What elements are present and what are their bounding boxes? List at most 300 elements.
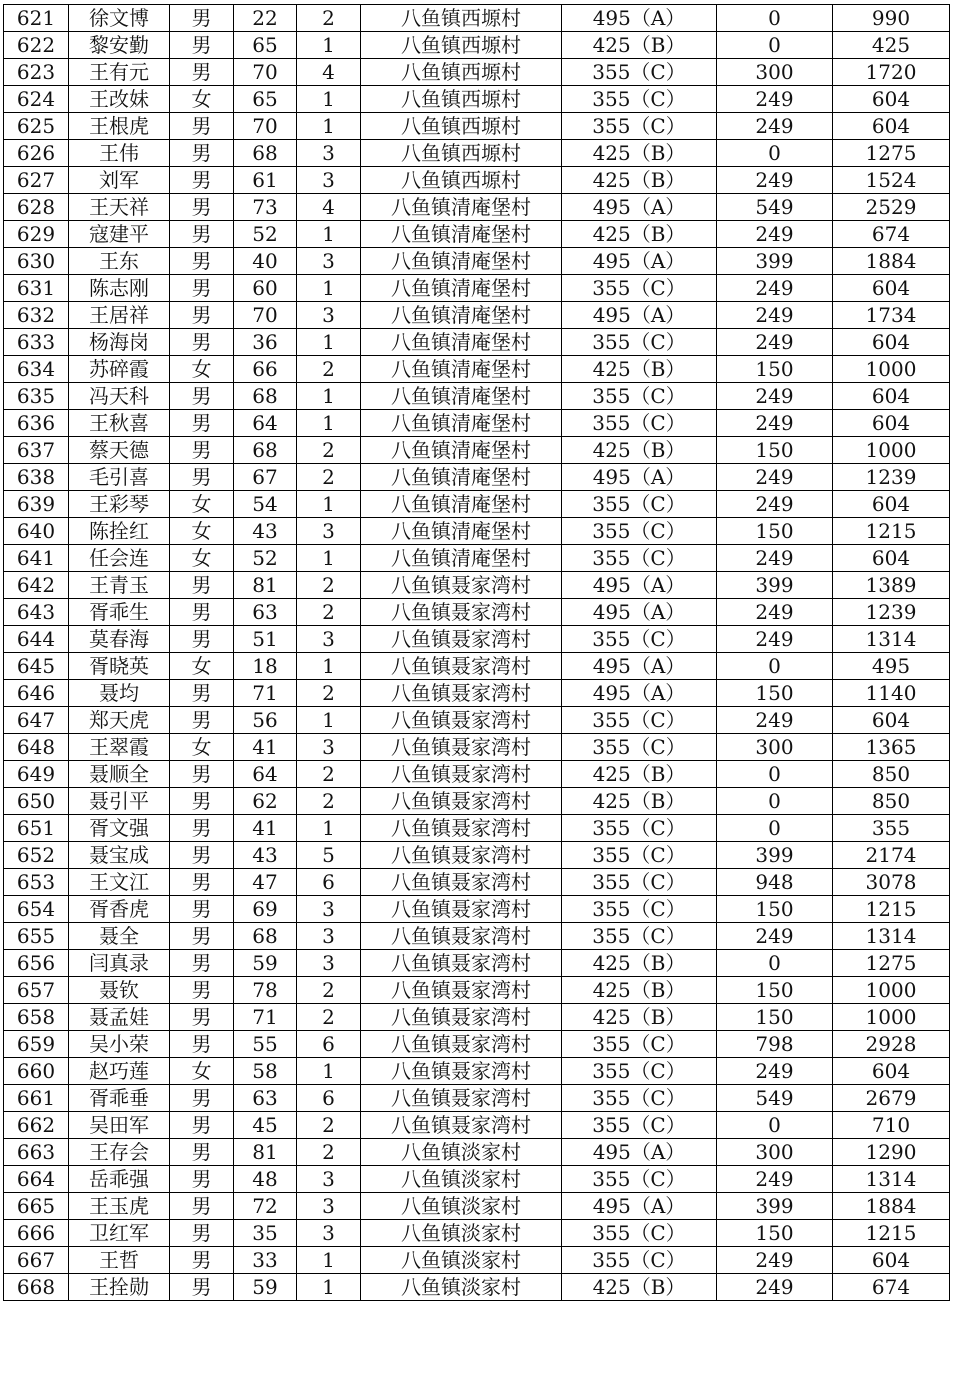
cell-age: 48 <box>234 1166 297 1193</box>
cell-index: 637 <box>4 437 69 464</box>
cell-count: 6 <box>297 869 361 896</box>
cell-age: 73 <box>234 194 297 221</box>
cell-village: 八鱼镇清庵堡村 <box>361 329 562 356</box>
table-row <box>4 140 950 167</box>
cell-gender: 女 <box>170 734 234 761</box>
cell-count: 2 <box>297 437 361 464</box>
cell-gender: 男 <box>170 896 234 923</box>
cell-count: 6 <box>297 1031 361 1058</box>
table-row <box>4 383 950 410</box>
cell-village: 八鱼镇清庵堡村 <box>361 275 562 302</box>
cell-village: 八鱼镇西塬村 <box>361 59 562 86</box>
cell-gender: 男 <box>170 599 234 626</box>
cell-subsidy: 249 <box>717 275 833 302</box>
cell-subsidy: 249 <box>717 707 833 734</box>
cell-subsidy: 549 <box>717 1085 833 1112</box>
cell-grade: 355（C） <box>562 1247 717 1274</box>
cell-age: 43 <box>234 842 297 869</box>
cell-village: 八鱼镇淡家村 <box>361 1166 562 1193</box>
table-row <box>4 842 950 869</box>
cell-grade: 425（B） <box>562 1274 717 1301</box>
cell-gender: 男 <box>170 5 234 32</box>
cell-name: 聂顺全 <box>69 761 170 788</box>
cell-index: 658 <box>4 1004 69 1031</box>
cell-total: 604 <box>833 86 950 113</box>
table-row <box>4 815 950 842</box>
cell-grade: 355（C） <box>562 842 717 869</box>
cell-count: 1 <box>297 86 361 113</box>
cell-village: 八鱼镇清庵堡村 <box>361 302 562 329</box>
table-row <box>4 464 950 491</box>
cell-grade: 495（A） <box>562 302 717 329</box>
cell-count: 2 <box>297 1139 361 1166</box>
cell-village: 八鱼镇淡家村 <box>361 1139 562 1166</box>
cell-name: 寇建平 <box>69 221 170 248</box>
cell-subsidy: 399 <box>717 842 833 869</box>
cell-age: 62 <box>234 788 297 815</box>
cell-age: 70 <box>234 113 297 140</box>
cell-grade: 495（A） <box>562 248 717 275</box>
cell-name: 吴小荣 <box>69 1031 170 1058</box>
cell-name: 聂宝成 <box>69 842 170 869</box>
cell-gender: 男 <box>170 302 234 329</box>
cell-name: 郑天虎 <box>69 707 170 734</box>
cell-total: 604 <box>833 329 950 356</box>
cell-gender: 男 <box>170 842 234 869</box>
cell-subsidy: 249 <box>717 923 833 950</box>
cell-total: 2529 <box>833 194 950 221</box>
table-row <box>4 761 950 788</box>
cell-village: 八鱼镇聂家湾村 <box>361 950 562 977</box>
cell-subsidy: 300 <box>717 734 833 761</box>
cell-index: 648 <box>4 734 69 761</box>
table-row <box>4 518 950 545</box>
cell-name: 吴田军 <box>69 1112 170 1139</box>
cell-village: 八鱼镇聂家湾村 <box>361 869 562 896</box>
cell-total: 710 <box>833 1112 950 1139</box>
cell-gender: 男 <box>170 572 234 599</box>
cell-village: 八鱼镇聂家湾村 <box>361 734 562 761</box>
cell-village: 八鱼镇淡家村 <box>361 1247 562 1274</box>
cell-index: 622 <box>4 32 69 59</box>
cell-age: 59 <box>234 950 297 977</box>
cell-grade: 495（A） <box>562 572 717 599</box>
cell-count: 1 <box>297 329 361 356</box>
cell-age: 43 <box>234 518 297 545</box>
cell-village: 八鱼镇清庵堡村 <box>361 491 562 518</box>
cell-name: 聂全 <box>69 923 170 950</box>
cell-name: 王玉虎 <box>69 1193 170 1220</box>
cell-name: 王青玉 <box>69 572 170 599</box>
cell-index: 641 <box>4 545 69 572</box>
cell-count: 3 <box>297 167 361 194</box>
cell-total: 604 <box>833 1058 950 1085</box>
cell-grade: 425（B） <box>562 977 717 1004</box>
cell-count: 2 <box>297 680 361 707</box>
cell-name: 胥乖生 <box>69 599 170 626</box>
cell-index: 644 <box>4 626 69 653</box>
cell-gender: 男 <box>170 950 234 977</box>
cell-total: 674 <box>833 221 950 248</box>
cell-total: 850 <box>833 761 950 788</box>
cell-gender: 男 <box>170 869 234 896</box>
cell-total: 1000 <box>833 437 950 464</box>
cell-gender: 女 <box>170 518 234 545</box>
cell-index: 630 <box>4 248 69 275</box>
cell-name: 胥香虎 <box>69 896 170 923</box>
table-row <box>4 923 950 950</box>
cell-count: 1 <box>297 1274 361 1301</box>
cell-age: 69 <box>234 896 297 923</box>
table-row <box>4 599 950 626</box>
cell-name: 刘军 <box>69 167 170 194</box>
cell-age: 41 <box>234 734 297 761</box>
table-row <box>4 1058 950 1085</box>
cell-count: 1 <box>297 545 361 572</box>
cell-village: 八鱼镇聂家湾村 <box>361 1058 562 1085</box>
cell-index: 642 <box>4 572 69 599</box>
table-row <box>4 167 950 194</box>
table-row <box>4 1166 950 1193</box>
table-row <box>4 113 950 140</box>
cell-village: 八鱼镇聂家湾村 <box>361 1004 562 1031</box>
cell-gender: 男 <box>170 707 234 734</box>
table-row <box>4 680 950 707</box>
cell-count: 1 <box>297 815 361 842</box>
cell-index: 657 <box>4 977 69 1004</box>
cell-index: 635 <box>4 383 69 410</box>
cell-index: 646 <box>4 680 69 707</box>
cell-village: 八鱼镇清庵堡村 <box>361 464 562 491</box>
cell-index: 664 <box>4 1166 69 1193</box>
cell-count: 2 <box>297 572 361 599</box>
cell-grade: 355（C） <box>562 869 717 896</box>
cell-total: 1734 <box>833 302 950 329</box>
cell-village: 八鱼镇清庵堡村 <box>361 410 562 437</box>
table-row <box>4 1085 950 1112</box>
cell-gender: 男 <box>170 194 234 221</box>
cell-count: 1 <box>297 383 361 410</box>
cell-age: 71 <box>234 1004 297 1031</box>
cell-village: 八鱼镇西塬村 <box>361 32 562 59</box>
cell-age: 68 <box>234 923 297 950</box>
cell-count: 1 <box>297 221 361 248</box>
cell-count: 3 <box>297 896 361 923</box>
cell-gender: 女 <box>170 545 234 572</box>
cell-gender: 男 <box>170 1166 234 1193</box>
cell-village: 八鱼镇聂家湾村 <box>361 788 562 815</box>
cell-name: 赵巧莲 <box>69 1058 170 1085</box>
cell-grade: 355（C） <box>562 626 717 653</box>
cell-index: 653 <box>4 869 69 896</box>
cell-count: 1 <box>297 275 361 302</box>
cell-count: 3 <box>297 140 361 167</box>
cell-grade: 355（C） <box>562 923 717 950</box>
cell-index: 631 <box>4 275 69 302</box>
table-row <box>4 356 950 383</box>
cell-grade: 425（B） <box>562 950 717 977</box>
cell-age: 67 <box>234 464 297 491</box>
cell-index: 655 <box>4 923 69 950</box>
cell-index: 656 <box>4 950 69 977</box>
cell-index: 624 <box>4 86 69 113</box>
cell-name: 蔡天德 <box>69 437 170 464</box>
cell-name: 王翠霞 <box>69 734 170 761</box>
cell-grade: 355（C） <box>562 113 717 140</box>
cell-age: 70 <box>234 59 297 86</box>
table-row <box>4 32 950 59</box>
table-row <box>4 1004 950 1031</box>
table-row <box>4 1220 950 1247</box>
cell-total: 3078 <box>833 869 950 896</box>
cell-index: 650 <box>4 788 69 815</box>
cell-village: 八鱼镇西塬村 <box>361 5 562 32</box>
cell-gender: 男 <box>170 1193 234 1220</box>
cell-name: 王哲 <box>69 1247 170 1274</box>
cell-grade: 355（C） <box>562 1112 717 1139</box>
cell-age: 65 <box>234 32 297 59</box>
cell-village: 八鱼镇淡家村 <box>361 1274 562 1301</box>
cell-village: 八鱼镇聂家湾村 <box>361 842 562 869</box>
cell-total: 850 <box>833 788 950 815</box>
cell-index: 654 <box>4 896 69 923</box>
cell-count: 3 <box>297 1166 361 1193</box>
cell-count: 1 <box>297 32 361 59</box>
cell-subsidy: 249 <box>717 1166 833 1193</box>
cell-gender: 男 <box>170 464 234 491</box>
cell-total: 990 <box>833 5 950 32</box>
cell-subsidy: 0 <box>717 32 833 59</box>
cell-subsidy: 249 <box>717 221 833 248</box>
cell-total: 1140 <box>833 680 950 707</box>
cell-village: 八鱼镇西塬村 <box>361 140 562 167</box>
table-row <box>4 653 950 680</box>
cell-age: 60 <box>234 275 297 302</box>
cell-grade: 425（B） <box>562 1004 717 1031</box>
cell-count: 2 <box>297 356 361 383</box>
cell-age: 58 <box>234 1058 297 1085</box>
data-table <box>3 4 950 1301</box>
cell-subsidy: 399 <box>717 572 833 599</box>
cell-age: 81 <box>234 1139 297 1166</box>
cell-total: 1884 <box>833 1193 950 1220</box>
cell-total: 1215 <box>833 1220 950 1247</box>
cell-name: 杨海岗 <box>69 329 170 356</box>
cell-index: 623 <box>4 59 69 86</box>
cell-index: 662 <box>4 1112 69 1139</box>
cell-gender: 男 <box>170 113 234 140</box>
cell-count: 1 <box>297 1247 361 1274</box>
table-row <box>4 5 950 32</box>
cell-grade: 495（A） <box>562 5 717 32</box>
cell-subsidy: 249 <box>717 383 833 410</box>
cell-index: 652 <box>4 842 69 869</box>
cell-gender: 男 <box>170 680 234 707</box>
cell-gender: 男 <box>170 1085 234 1112</box>
cell-village: 八鱼镇清庵堡村 <box>361 221 562 248</box>
cell-total: 355 <box>833 815 950 842</box>
table-row <box>4 626 950 653</box>
cell-age: 61 <box>234 167 297 194</box>
cell-subsidy: 300 <box>717 59 833 86</box>
cell-gender: 男 <box>170 626 234 653</box>
cell-grade: 355（C） <box>562 86 717 113</box>
cell-name: 王拴勋 <box>69 1274 170 1301</box>
table-row <box>4 545 950 572</box>
cell-name: 胥晓英 <box>69 653 170 680</box>
cell-name: 苏碎霞 <box>69 356 170 383</box>
cell-count: 2 <box>297 977 361 1004</box>
cell-count: 2 <box>297 464 361 491</box>
cell-subsidy: 150 <box>717 1004 833 1031</box>
cell-total: 1524 <box>833 167 950 194</box>
table-row <box>4 1031 950 1058</box>
cell-count: 3 <box>297 950 361 977</box>
cell-total: 1215 <box>833 518 950 545</box>
cell-age: 71 <box>234 680 297 707</box>
cell-grade: 355（C） <box>562 329 717 356</box>
cell-grade: 355（C） <box>562 1085 717 1112</box>
cell-name: 聂均 <box>69 680 170 707</box>
cell-gender: 女 <box>170 86 234 113</box>
cell-total: 1884 <box>833 248 950 275</box>
table-row <box>4 1139 950 1166</box>
cell-subsidy: 798 <box>717 1031 833 1058</box>
cell-index: 621 <box>4 5 69 32</box>
table-row <box>4 59 950 86</box>
table-row <box>4 221 950 248</box>
cell-name: 黎安勤 <box>69 32 170 59</box>
cell-index: 651 <box>4 815 69 842</box>
cell-grade: 355（C） <box>562 59 717 86</box>
cell-village: 八鱼镇西塬村 <box>361 113 562 140</box>
cell-gender: 男 <box>170 329 234 356</box>
table-row <box>4 86 950 113</box>
cell-village: 八鱼镇聂家湾村 <box>361 572 562 599</box>
cell-subsidy: 399 <box>717 1193 833 1220</box>
cell-subsidy: 150 <box>717 437 833 464</box>
cell-grade: 425（B） <box>562 167 717 194</box>
cell-index: 632 <box>4 302 69 329</box>
cell-gender: 男 <box>170 1274 234 1301</box>
cell-total: 604 <box>833 491 950 518</box>
cell-age: 68 <box>234 437 297 464</box>
cell-gender: 男 <box>170 383 234 410</box>
cell-age: 33 <box>234 1247 297 1274</box>
cell-count: 3 <box>297 1193 361 1220</box>
cell-count: 1 <box>297 653 361 680</box>
cell-name: 聂引平 <box>69 788 170 815</box>
cell-age: 66 <box>234 356 297 383</box>
cell-name: 王文江 <box>69 869 170 896</box>
cell-count: 3 <box>297 518 361 545</box>
table-row <box>4 707 950 734</box>
table-row <box>4 248 950 275</box>
cell-grade: 425（B） <box>562 32 717 59</box>
cell-total: 604 <box>833 113 950 140</box>
cell-age: 63 <box>234 599 297 626</box>
cell-grade: 495（A） <box>562 464 717 491</box>
cell-subsidy: 300 <box>717 1139 833 1166</box>
cell-index: 625 <box>4 113 69 140</box>
cell-gender: 男 <box>170 1220 234 1247</box>
cell-subsidy: 249 <box>717 302 833 329</box>
cell-subsidy: 0 <box>717 140 833 167</box>
cell-grade: 355（C） <box>562 383 717 410</box>
cell-count: 2 <box>297 5 361 32</box>
cell-count: 3 <box>297 923 361 950</box>
cell-count: 2 <box>297 599 361 626</box>
cell-index: 667 <box>4 1247 69 1274</box>
cell-name: 王改妹 <box>69 86 170 113</box>
cell-village: 八鱼镇清庵堡村 <box>361 248 562 275</box>
cell-total: 604 <box>833 410 950 437</box>
cell-village: 八鱼镇清庵堡村 <box>361 383 562 410</box>
cell-gender: 男 <box>170 248 234 275</box>
cell-total: 1389 <box>833 572 950 599</box>
cell-index: 633 <box>4 329 69 356</box>
cell-gender: 男 <box>170 788 234 815</box>
cell-count: 3 <box>297 302 361 329</box>
cell-subsidy: 249 <box>717 626 833 653</box>
cell-index: 659 <box>4 1031 69 1058</box>
cell-grade: 355（C） <box>562 491 717 518</box>
cell-index: 647 <box>4 707 69 734</box>
cell-grade: 355（C） <box>562 1058 717 1085</box>
cell-age: 52 <box>234 221 297 248</box>
cell-subsidy: 549 <box>717 194 833 221</box>
cell-name: 岳乖强 <box>69 1166 170 1193</box>
cell-grade: 355（C） <box>562 815 717 842</box>
cell-subsidy: 0 <box>717 788 833 815</box>
table-row <box>4 977 950 1004</box>
cell-index: 666 <box>4 1220 69 1247</box>
table-row <box>4 896 950 923</box>
table-row <box>4 1112 950 1139</box>
table-row <box>4 491 950 518</box>
cell-subsidy: 249 <box>717 329 833 356</box>
cell-village: 八鱼镇淡家村 <box>361 1193 562 1220</box>
cell-count: 5 <box>297 842 361 869</box>
cell-age: 18 <box>234 653 297 680</box>
cell-subsidy: 150 <box>717 977 833 1004</box>
cell-age: 64 <box>234 410 297 437</box>
cell-subsidy: 249 <box>717 545 833 572</box>
cell-subsidy: 249 <box>717 410 833 437</box>
cell-age: 52 <box>234 545 297 572</box>
cell-gender: 女 <box>170 653 234 680</box>
table-row <box>4 1193 950 1220</box>
cell-village: 八鱼镇清庵堡村 <box>361 545 562 572</box>
cell-total: 2174 <box>833 842 950 869</box>
cell-name: 任会连 <box>69 545 170 572</box>
table-body <box>4 5 950 1301</box>
cell-grade: 495（A） <box>562 194 717 221</box>
cell-count: 3 <box>297 734 361 761</box>
cell-village: 八鱼镇清庵堡村 <box>361 437 562 464</box>
cell-name: 胥文强 <box>69 815 170 842</box>
cell-gender: 男 <box>170 437 234 464</box>
cell-subsidy: 249 <box>717 86 833 113</box>
cell-subsidy: 249 <box>717 1247 833 1274</box>
cell-gender: 男 <box>170 1112 234 1139</box>
cell-subsidy: 948 <box>717 869 833 896</box>
cell-name: 王存会 <box>69 1139 170 1166</box>
cell-grade: 495（A） <box>562 1193 717 1220</box>
cell-village: 八鱼镇聂家湾村 <box>361 653 562 680</box>
cell-grade: 425（B） <box>562 437 717 464</box>
cell-village: 八鱼镇聂家湾村 <box>361 707 562 734</box>
